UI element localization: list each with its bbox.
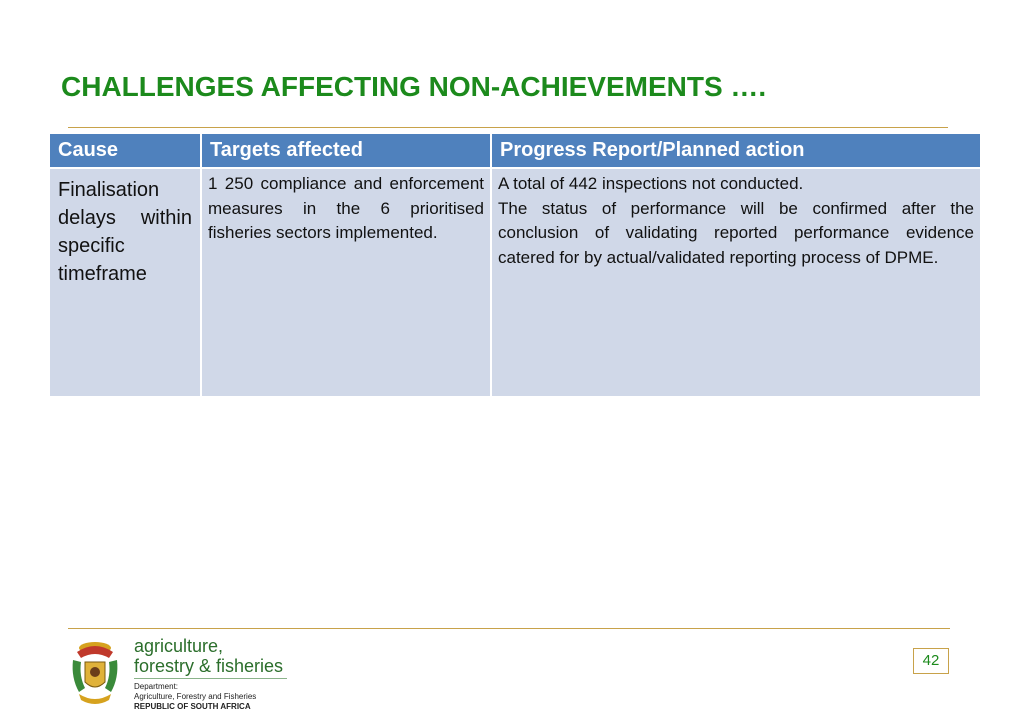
progress-line-2: The status of performance will be confirmed after the conclusion of validating reported performance evidence catered for by actual/validated reporting process of DPME. <box>498 198 974 267</box>
header-cause: Cause <box>50 134 201 168</box>
slide-title: CHALLENGES AFFECTING NON-ACHIEVEMENTS …. <box>61 71 767 102</box>
page-number: 42 <box>913 648 949 674</box>
header-progress-report: Progress Report/Planned action <box>491 134 980 168</box>
dept-line-2: Agriculture, Forestry and Fisheries <box>134 692 257 701</box>
table-header-row <box>50 134 980 168</box>
coat-of-arms-icon <box>67 638 123 715</box>
cause-cell: Finalisation delays within specific timeframe <box>50 168 201 396</box>
brand-line-1: agriculture, <box>134 636 224 656</box>
department-label <box>134 682 256 712</box>
brand-separator <box>134 678 287 679</box>
challenges-table <box>50 134 980 396</box>
header-targets-affected: Targets affected <box>201 134 491 168</box>
dept-line-3: REPUBLIC OF SOUTH AFRICA <box>134 702 251 711</box>
dept-line-1: Department: <box>134 682 179 691</box>
brand-wordmark <box>134 636 283 676</box>
progress-cell <box>491 168 980 396</box>
targets-cell: 1 250 compliance and enforcement measures in the 6 prioritised fisheries sectors implemented. <box>201 168 491 396</box>
brand-line-2: forestry & fisheries <box>134 656 284 676</box>
footer-divider <box>68 628 950 629</box>
progress-line-1: A total of 442 inspections not conducted. <box>498 174 804 193</box>
table-row <box>50 168 980 396</box>
title-divider <box>68 127 948 128</box>
